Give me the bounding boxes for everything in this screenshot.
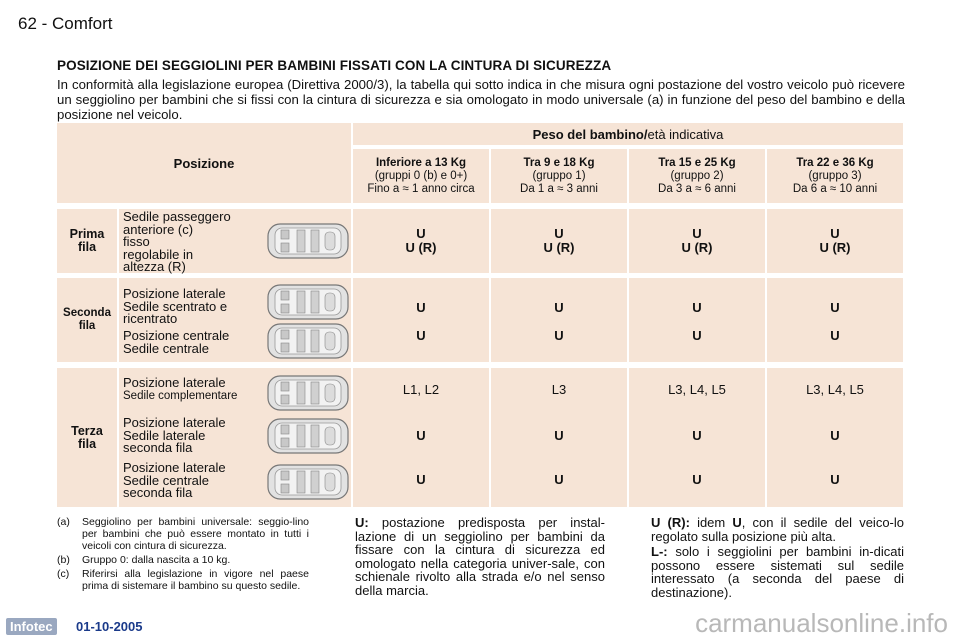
value-text: U: [692, 328, 702, 343]
section-title: POSIZIONE DEI SEGGIOLINI PER BAMBINI FISSATI CON LA CINTURA DI SICUREZZA: [57, 58, 612, 73]
value-text: U: [416, 328, 426, 343]
value-text: U: [830, 300, 840, 315]
intro-paragraph: In conformità alla legislazione europea (Direttiva 2000/3), la tabella qui sotto indica in che misura ogni postazione del vostro veicolo può ricevere un seggiolino per bambini che si fissi con la cintura di sicurezza e sia omologato in modo universale (a) in funzione del peso del bambino e della posizione nel veicolo.: [57, 77, 905, 122]
value-text: U U (R): [681, 226, 713, 255]
group-header: Tra 9 e 18 Kg (gruppo 1) Da 1 a ≈ 3 anni: [491, 149, 627, 203]
footer-date: 01-10-2005: [76, 619, 143, 634]
value-text: L3, L4, L5: [806, 382, 864, 397]
car-seat-diagram-icon: [267, 222, 349, 260]
car-seat-diagram-icon: [267, 417, 349, 455]
value-text: U: [692, 472, 702, 487]
seat-cell: Posizione laterale Sedile scentrato e ricentrato Posizione centrale Sedile centrale: [119, 278, 351, 362]
value-text: U: [554, 300, 564, 315]
value-cell: [767, 278, 903, 362]
value-text: U U (R): [819, 226, 851, 255]
value-cell: [629, 209, 765, 273]
value-text: U U (R): [405, 226, 437, 255]
value-cell: [629, 368, 765, 507]
value-text: U: [830, 428, 840, 443]
car-seat-diagram-icon: [267, 463, 349, 501]
car-seat-diagram-icon: [267, 283, 349, 321]
footnote: (b) Gruppo 0: dalla nascita a 10 kg.: [57, 554, 231, 566]
legend-ur-l: U (R): idem U, con il sedile del veico-lo regolato sulla posizione più alta. L-: solo i seggiolini per bambini in-dicati possono essere sistemati sul sedile interessato (a seconda del paese di destinazione).: [651, 515, 904, 600]
row-label-second: Seconda fila: [57, 278, 117, 362]
value-cell: [353, 278, 489, 362]
value-text: U: [554, 472, 564, 487]
value-text: U: [416, 428, 426, 443]
value-text: L3, L4, L5: [668, 382, 726, 397]
car-seat-diagram-icon: [267, 374, 349, 412]
value-text: U: [692, 428, 702, 443]
value-cell: [629, 278, 765, 362]
row-label-first: Prima fila: [57, 209, 117, 273]
value-text: U U (R): [543, 226, 575, 255]
position-header: Posizione: [57, 123, 351, 203]
value-text: U: [416, 300, 426, 315]
row-label-third: Terza fila: [57, 368, 117, 507]
value-cell: [491, 278, 627, 362]
seat-cell: Sedile passeggero anteriore (c) fisso regolabile in altezza (R): [119, 209, 351, 273]
footnotes: [57, 516, 309, 594]
value-text: U: [830, 472, 840, 487]
watermark: carmanualsonline.info: [695, 608, 948, 638]
footnote: (a) Seggiolino per bambini universale: seggio-lino per bambini che può essere montato in tutti i veicoli con cintura di sicurezza.: [57, 516, 309, 552]
value-text: U: [554, 428, 564, 443]
value-cell: [767, 209, 903, 273]
group-header: Inferiore a 13 Kg (gruppi 0 (b) e 0+) Fino a ≈ 1 anno circa: [353, 149, 489, 203]
value-text: L1, L2: [402, 382, 440, 397]
value-text: L3: [551, 382, 567, 397]
seat-cell: Posizione laterale Sedile complementare Posizione laterale Sedile laterale seconda fila Posizione laterale Sedile centrale seconda fila: [119, 368, 351, 507]
value-text: U: [830, 328, 840, 343]
group-header: Tra 15 e 25 Kg (gruppo 2) Da 3 a ≈ 6 anni: [629, 149, 765, 203]
child-seat-table: [57, 123, 903, 507]
page-header: 62 - Comfort: [18, 14, 113, 33]
value-text: U: [416, 472, 426, 487]
value-cell: [353, 368, 489, 507]
value-text: U: [554, 328, 564, 343]
footnote: (c) Riferirsi alla legislazione in vigore nel paese prima di sistemare il bambino su questo sedile.: [57, 568, 309, 592]
infotec-badge: Infotec: [6, 618, 57, 635]
value-cell: [767, 368, 903, 507]
value-text: U: [692, 300, 702, 315]
legend-u: U: postazione predisposta per instal-lazione di un seggiolino per bambini da fissare con la cintura di sicurezza ed omologato nella categoria univer-sale, con schienale rivolto alla strada e/o nel senso della marcia.: [355, 515, 605, 598]
value-cell: [491, 368, 627, 507]
weight-header: Peso del bambino/ età indicativa: [353, 123, 903, 145]
value-cell: [353, 209, 489, 273]
group-header: Tra 22 e 36 Kg (gruppo 3) Da 6 a ≈ 10 anni: [767, 149, 903, 203]
value-cell: [491, 209, 627, 273]
car-seat-diagram-icon: [267, 322, 349, 360]
